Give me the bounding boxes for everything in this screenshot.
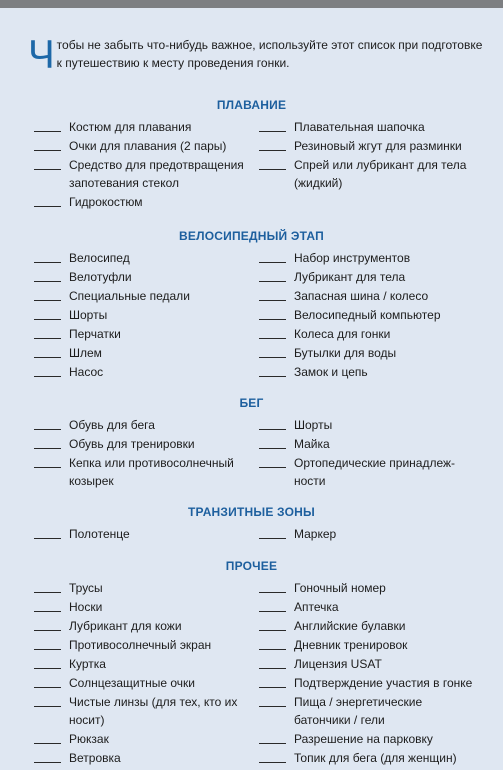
checkbox-line[interactable]	[34, 156, 61, 170]
checkbox-line[interactable]	[259, 249, 286, 263]
section-swimming	[0, 96, 503, 209]
checkbox-line[interactable]	[34, 344, 61, 358]
checklist-item[interactable]: Полотенце	[34, 525, 254, 543]
checklist-item[interactable]: Спрей или лубрикант для тела (жидкий)	[259, 156, 479, 192]
checkbox-line[interactable]	[34, 268, 61, 282]
checkbox-line[interactable]	[259, 268, 286, 282]
checklist-item[interactable]: Обувь для тренировки	[34, 435, 254, 453]
checkbox-line[interactable]	[259, 363, 286, 377]
checkbox-line[interactable]	[34, 749, 61, 763]
checklist-item[interactable]: Велосипедный компьютер	[259, 306, 479, 324]
checkbox-line[interactable]	[259, 156, 286, 170]
checklist-item[interactable]: Противосолнечный экран	[34, 636, 254, 654]
checkbox-line[interactable]	[34, 137, 61, 151]
section-running	[0, 394, 503, 488]
checklist-item[interactable]: Аптечка	[259, 598, 479, 616]
checklist-item[interactable]: Велотуфли	[34, 268, 254, 286]
checkbox-line[interactable]	[259, 435, 286, 449]
checkbox-line[interactable]	[259, 325, 286, 339]
checkbox-line[interactable]	[259, 617, 286, 631]
checkbox-line[interactable]	[34, 193, 61, 207]
checkbox-line[interactable]	[259, 693, 286, 707]
checklist-item[interactable]: Запасная шина / колесо	[259, 287, 479, 305]
checklist-item[interactable]: Английские булавки	[259, 617, 479, 635]
left-column	[34, 579, 254, 768]
checkbox-line[interactable]	[34, 454, 61, 468]
checklist-item[interactable]: Пища / энергетические батончики / гели	[259, 693, 479, 729]
checklist-item[interactable]: Шлем	[34, 344, 254, 362]
checkbox-line[interactable]	[259, 674, 286, 688]
checklist-item[interactable]: Лубрикант для кожи	[34, 617, 254, 635]
checklist-item[interactable]: Подтверждение участия в гонке	[259, 674, 479, 692]
checklist-item[interactable]: Гидрокостюм	[34, 193, 254, 211]
section-title: ПРОЧЕЕ	[225, 559, 278, 573]
left-column	[34, 416, 254, 491]
checklist-item[interactable]: Замок и цепь	[259, 363, 479, 381]
checklist-item[interactable]: Трусы	[34, 579, 254, 597]
section-transition	[0, 503, 503, 541]
checklist-item[interactable]: Бутылки для воды	[259, 344, 479, 362]
checklist-item[interactable]: Носки	[34, 598, 254, 616]
checklist-item[interactable]: Очки для плавания (2 пары)	[34, 137, 254, 155]
right-column	[259, 118, 479, 193]
checkbox-line[interactable]	[34, 617, 61, 631]
checkbox-line[interactable]	[34, 693, 61, 707]
checkbox-line[interactable]	[259, 454, 286, 468]
section-cycling	[0, 227, 503, 379]
right-column	[259, 579, 479, 768]
checklist-item[interactable]: Разрешение на парковку	[259, 730, 479, 748]
checklist-item[interactable]: Ортопедические принадлеж-ности	[259, 454, 479, 490]
checklist-item[interactable]: Майка	[259, 435, 479, 453]
checklist-item[interactable]: Колеса для гонки	[259, 325, 479, 343]
checkbox-line[interactable]	[34, 525, 61, 539]
checklist-item[interactable]: Ветровка	[34, 749, 254, 767]
checklist-item[interactable]: Специальные педали	[34, 287, 254, 305]
checklist-item[interactable]: Лубрикант для тела	[259, 268, 479, 286]
checklist-item[interactable]: Шорты	[34, 306, 254, 324]
left-column	[34, 525, 254, 544]
checklist-item[interactable]: Маркер	[259, 525, 479, 543]
checkbox-line[interactable]	[34, 363, 61, 377]
intro-paragraph	[28, 33, 488, 77]
checkbox-line[interactable]	[34, 674, 61, 688]
checkbox-line[interactable]	[34, 287, 61, 301]
checkbox-line[interactable]	[259, 579, 286, 593]
checkbox-line[interactable]	[259, 749, 286, 763]
checklist-item[interactable]: Куртка	[34, 655, 254, 673]
checkbox-line[interactable]	[34, 249, 61, 263]
checklist-item[interactable]: Набор инструментов	[259, 249, 479, 267]
intro-dropcap: Ч	[28, 33, 55, 77]
checklist-item[interactable]: Чистые линзы (для тех, кто их носит)	[34, 693, 254, 729]
checkbox-line[interactable]	[34, 306, 61, 320]
checklist-item[interactable]: Рюкзак	[34, 730, 254, 748]
checkbox-line[interactable]	[259, 306, 286, 320]
section-title: ТРАНЗИТНЫЕ ЗОНЫ	[188, 505, 315, 519]
checkbox-line[interactable]	[34, 655, 61, 669]
checkbox-line[interactable]	[34, 598, 61, 612]
right-column	[259, 525, 479, 544]
checklist-item[interactable]: Велосипед	[34, 249, 254, 267]
intro-text: тобы не забыть что-нибудь важное, используйте этот список при подготовке к путешествию к месту проведения гонки.	[56, 38, 483, 70]
right-column	[259, 249, 479, 382]
checklist-item[interactable]: Дневник тренировок	[259, 636, 479, 654]
section-other	[0, 557, 503, 765]
checklist-item[interactable]: Шорты	[259, 416, 479, 434]
checkbox-line[interactable]	[34, 579, 61, 593]
checkbox-line[interactable]	[34, 118, 61, 132]
checklist-item[interactable]: Гоночный номер	[259, 579, 479, 597]
checkbox-line[interactable]	[259, 636, 286, 650]
checklist-item[interactable]: Резиновый жгут для разминки	[259, 137, 479, 155]
left-column	[34, 249, 254, 382]
checkbox-line[interactable]	[259, 598, 286, 612]
section-title: ПЛАВАНИЕ	[216, 98, 287, 112]
checkbox-line[interactable]	[259, 287, 286, 301]
checklist-item[interactable]: Костюм для плавания	[34, 118, 254, 136]
checklist-item[interactable]: Лицензия USAT	[259, 655, 479, 673]
checkbox-line[interactable]	[259, 344, 286, 358]
right-column	[259, 416, 479, 491]
checkbox-line[interactable]	[34, 435, 61, 449]
checkbox-line[interactable]	[259, 137, 286, 151]
checkbox-line[interactable]	[34, 325, 61, 339]
checklist-item[interactable]: Топик для бега (для женщин)	[259, 749, 479, 767]
checkbox-line[interactable]	[34, 636, 61, 650]
checklist-item[interactable]: Кепка или противосолнечный козырек	[34, 454, 254, 490]
checkbox-line[interactable]	[34, 416, 61, 430]
checkbox-line[interactable]	[259, 118, 286, 132]
checklist-item[interactable]: Перчатки	[34, 325, 254, 343]
checkbox-line[interactable]	[259, 525, 286, 539]
checklist-item[interactable]: Обувь для бега	[34, 416, 254, 434]
left-column	[34, 118, 254, 212]
checklist-item[interactable]: Средство для предотвращения запотевания стекол	[34, 156, 254, 192]
checkbox-line[interactable]	[259, 730, 286, 744]
section-title: ВЕЛОСИПЕДНЫЙ ЭТАП	[179, 229, 324, 243]
top-divider-bar	[0, 0, 503, 8]
checkbox-line[interactable]	[34, 730, 61, 744]
section-title: БЕГ	[239, 396, 264, 410]
checkbox-line[interactable]	[259, 416, 286, 430]
checklist-item[interactable]: Плавательная шапочка	[259, 118, 479, 136]
checklist-item[interactable]: Насос	[34, 363, 254, 381]
checklist-item[interactable]: Солнцезащитные очки	[34, 674, 254, 692]
checkbox-line[interactable]	[259, 655, 286, 669]
